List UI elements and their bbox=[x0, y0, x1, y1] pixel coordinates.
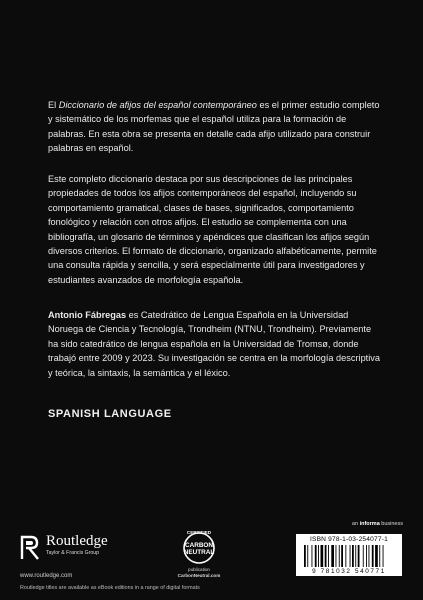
author-name: Antonio Fábregas bbox=[48, 310, 127, 320]
isbn-number: ISBN 978-1-03-254077-1 bbox=[309, 536, 389, 543]
publisher-name: Routledge bbox=[46, 533, 108, 549]
carbon-certified-text: CERTIFIED bbox=[186, 530, 212, 535]
ebook-note: Routledge titles are available as eBook editions in a range of digital formats bbox=[20, 585, 200, 591]
carbon-website[interactable]: CarbonNeutral.com bbox=[177, 573, 221, 578]
informa-suffix: business bbox=[379, 521, 403, 527]
publisher-website[interactable]: www.routledge.com bbox=[20, 573, 73, 579]
carbon-line-2: NEUTRAL bbox=[183, 549, 215, 556]
barcode-bars bbox=[302, 545, 396, 567]
intro-text: El bbox=[48, 100, 59, 110]
description-paragraph-1 bbox=[48, 98, 382, 156]
carbon-neutral-badge bbox=[176, 527, 222, 579]
barcode-digits: 9 781032 540771 bbox=[312, 568, 386, 575]
routledge-r-icon bbox=[20, 533, 40, 561]
informa-brand: informa bbox=[359, 521, 380, 527]
author-bio-text: es Catedrático de Lengua Española en la Universidad Noruega de Ciencia y Tecnología, Trondheim (NTNU, Trondheim). Previamente ha sido catedrático de lengua española en la Universidad de Tromsø, donde trabajó entre 2009 y 2023. Su investigación se centra en la morfología descriptiva y teórica, la sintaxis, la semántica y el léxico. bbox=[48, 310, 380, 378]
informa-prefix: an bbox=[351, 521, 360, 527]
book-title-italic: Diccionario de afijos del español contemporáneo bbox=[58, 100, 257, 110]
carbon-neutral-icon bbox=[179, 527, 219, 567]
informa-business-tag bbox=[352, 521, 403, 527]
publisher-group: Taylor & Francis Group bbox=[46, 550, 100, 556]
publisher-logo bbox=[20, 533, 108, 561]
description-paragraph-2: Este completo diccionario destaca por sus descripciones de las principales propiedades de todos los afijos contemporáneos del español, incluyendo su comportamiento gramatical, clases de bases, significados, comportamiento fonológico y relación con otros afijos. El estudio se complementa con una bibliografía, un glosario de términos y apéndices que clasifican los afijos según diversos criterios. El formato de diccionario, organizado alfabéticamente, permite una consulta rápida y sencilla, y será especialmente útil para investigadores y estudiantes avanzados de morfología española. bbox=[48, 174, 377, 285]
isbn-barcode bbox=[296, 534, 402, 576]
intro-continuation: es el primer estudio completo y sistemático de los morfemas que el español utiliza para la formación de palabras. En esta obra se presenta en detalle cada afijo utilizado para construir palabras en español. bbox=[48, 100, 380, 154]
carbon-line-1: CARBON bbox=[184, 542, 214, 549]
author-bio bbox=[48, 308, 382, 380]
carbon-publication-text: publication bbox=[188, 567, 210, 572]
subject-category: SPANISH LANGUAGE bbox=[48, 408, 172, 420]
